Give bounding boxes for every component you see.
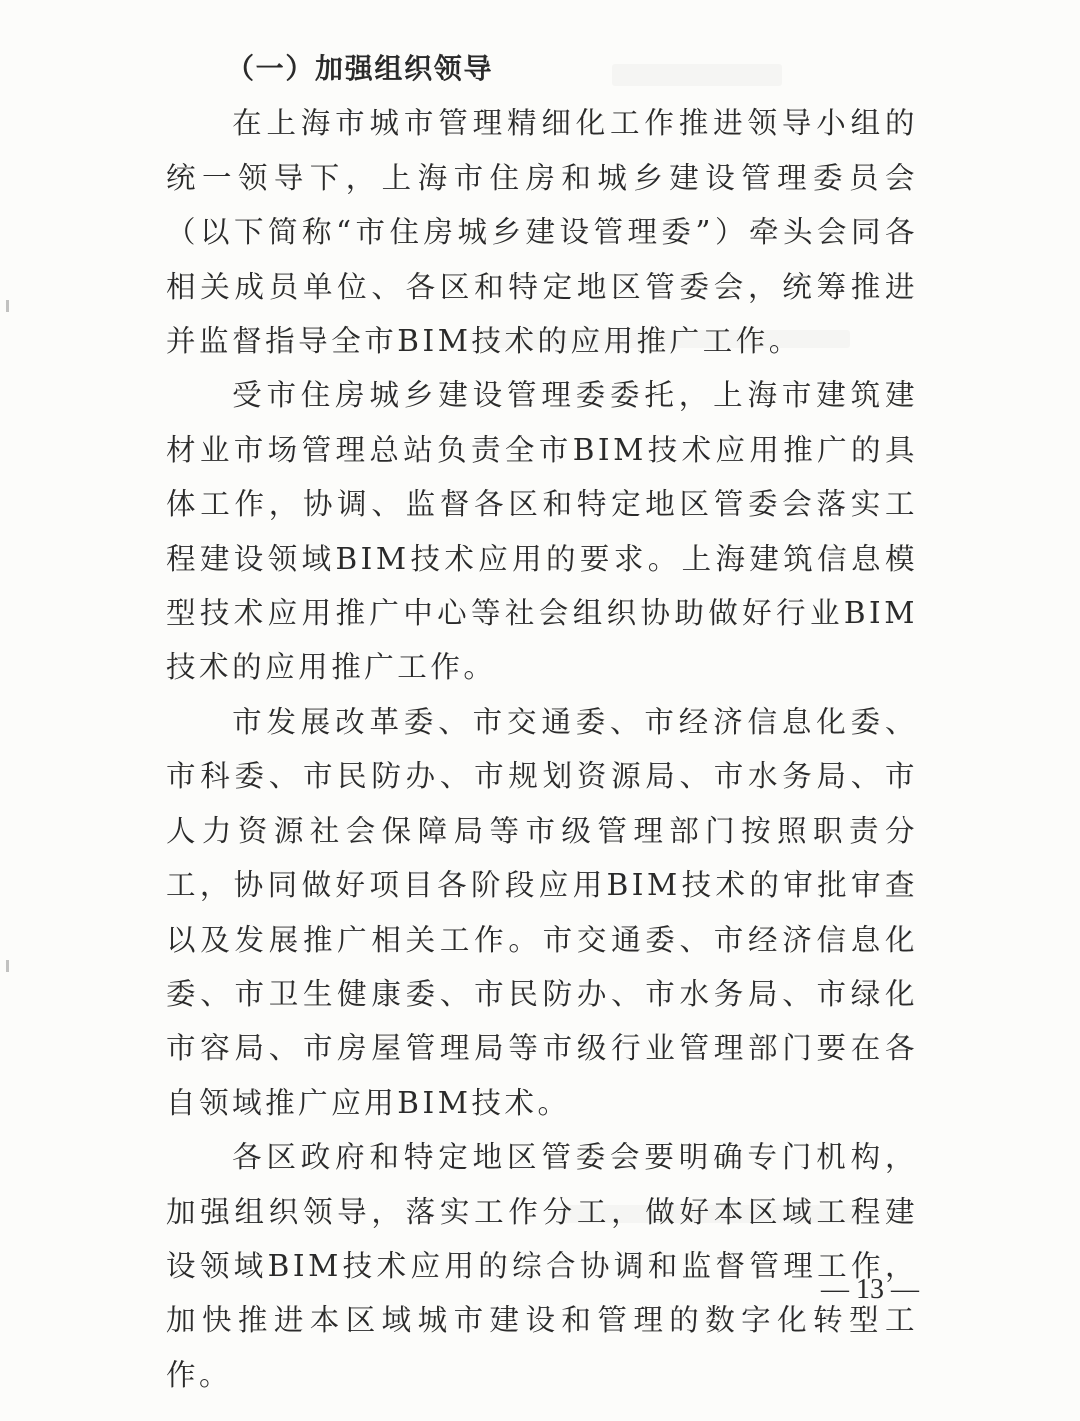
scan-edge-mark <box>6 960 9 972</box>
page-number: — 13 — <box>821 1274 919 1305</box>
document-body <box>166 42 918 1402</box>
paragraph-leadership: 在上海市城市管理精细化工作推进领导小组的统一领导下，上海市住房和城乡建设管理委员会（以下简称“市住房城乡建设管理委”）牵头会同各相关成员单位、各区和特定地区管委会，统筹推进并监督指导全市BIM技术的应用推广工作。 <box>166 106 918 359</box>
paragraph-municipal-departments: 市发展改革委、市交通委、市经济信息化委、市科委、市民防办、市规划资源局、市水务局、市人力资源社会保障局等市级管理部门按照职责分工，协同做好项目各阶段应用BIM技术的审批审查以及发展推广相关工作。市交通委、市经济信息化委、市卫生健康委、市民防办、市水务局、市绿化市容局、市房屋管理局等市级行业管理部门要在各自领域推广应用BIM技术。 <box>166 704 918 1120</box>
section-heading: （一）加强组织领导 <box>226 52 494 85</box>
paragraph-commission: 受市住房城乡建设管理委委托，上海市建筑建材业市场管理总站负责全市BIM技术应用推广的具体工作，协调、监督各区和特定地区管委会落实工程建设领域BIM技术应用的要求。上海建筑信息模型技术应用推广中心等社会组织协助做好行业BIM技术的应用推广工作。 <box>166 378 918 685</box>
scan-edge-mark <box>6 300 9 312</box>
paragraph-district-governments: 各区政府和特定地区管委会要明确专门机构，加强组织领导，落实工作分工，做好本区域工程建设领域BIM技术应用的综合协调和监督管理工作，加快推进本区域城市建设和管理的数字化转型工作。 <box>166 1140 918 1392</box>
